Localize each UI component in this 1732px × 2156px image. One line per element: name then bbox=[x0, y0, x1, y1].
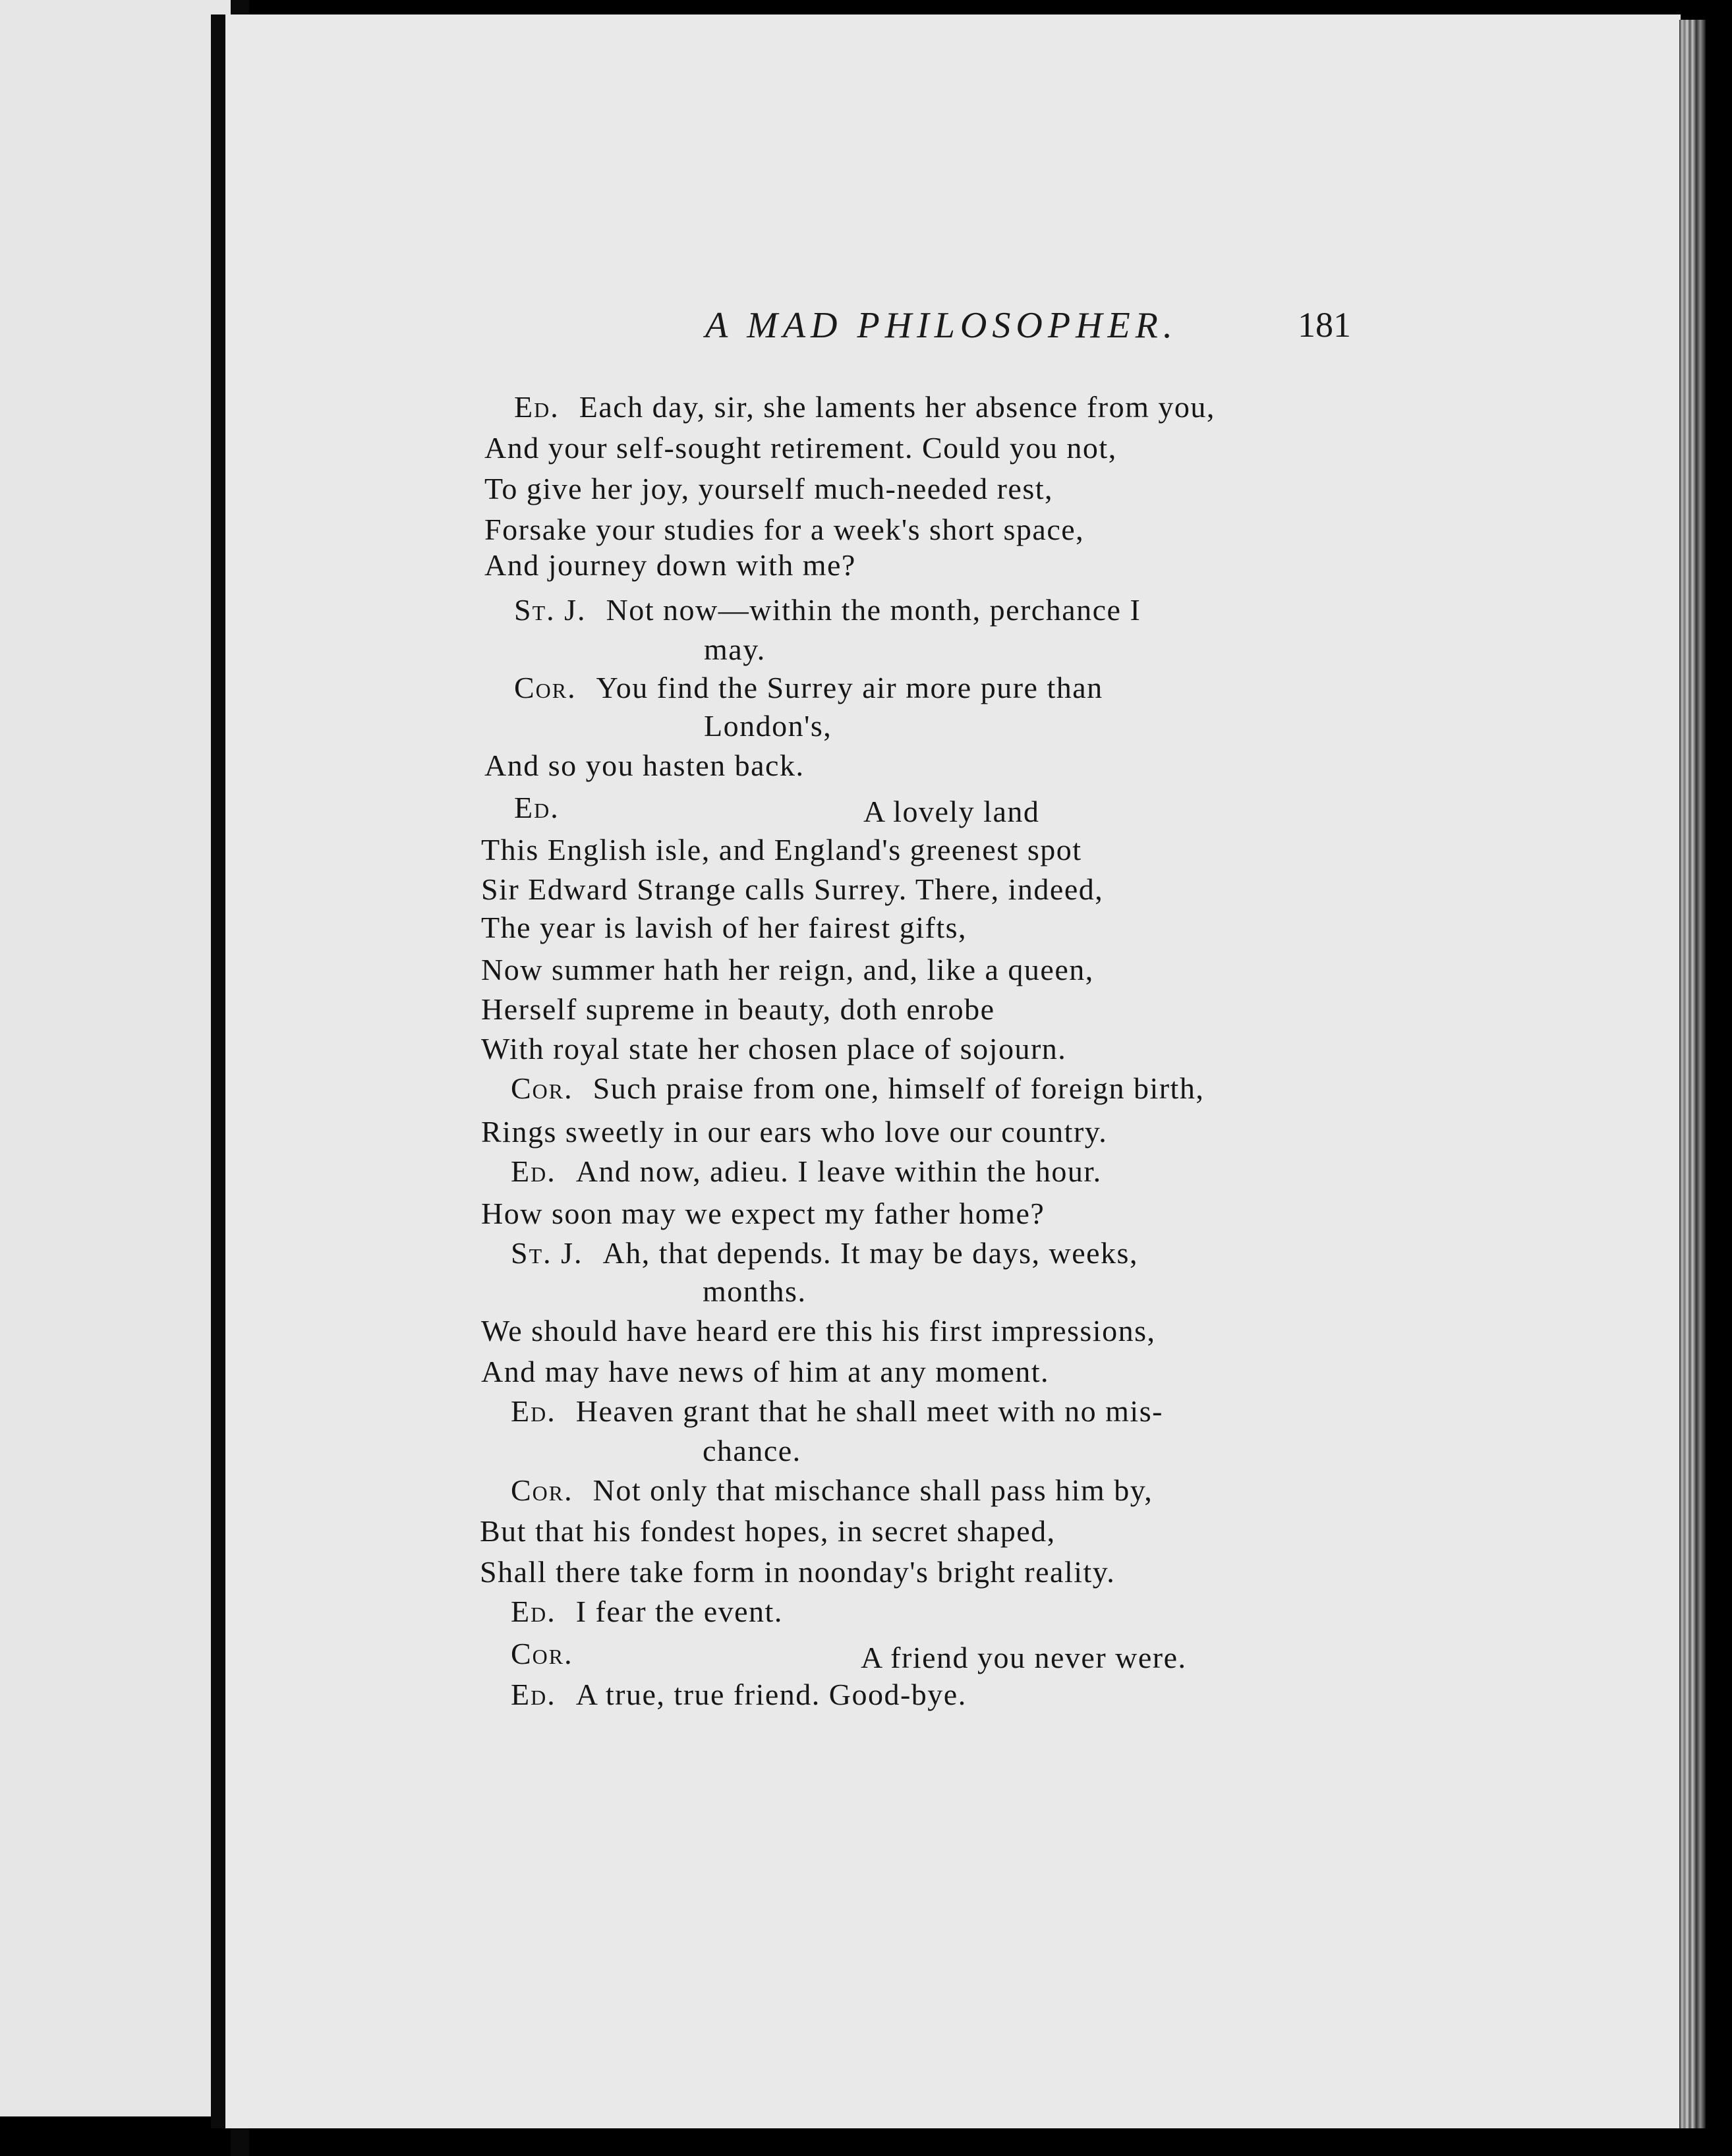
verse-text: And so you hasten back. bbox=[484, 749, 805, 782]
speaker-label: St. J. bbox=[511, 1236, 583, 1270]
verse-text: To give her joy, yourself much-needed rest, bbox=[484, 472, 1054, 505]
verse-text: A lovely land bbox=[863, 795, 1040, 828]
verse-line bbox=[481, 832, 1082, 868]
verse-text: Heaven grant that he shall meet with no mis- bbox=[575, 1394, 1163, 1428]
verse-text: Each day, sir, she laments her absence from you, bbox=[579, 390, 1215, 424]
verse-text: And your self-sought retirement. Could you not, bbox=[484, 431, 1117, 465]
verse-text: I fear the event. bbox=[575, 1595, 783, 1628]
verse-text: months. bbox=[703, 1274, 807, 1308]
verse-line bbox=[481, 1031, 1066, 1067]
verse-line bbox=[481, 951, 1094, 988]
verse-line bbox=[514, 592, 1141, 629]
verse-line bbox=[704, 708, 832, 745]
verse-line bbox=[484, 547, 856, 584]
speaker-label: Ed. bbox=[511, 1678, 556, 1711]
verse-text: And journey down with me? bbox=[484, 548, 856, 582]
verse-line bbox=[863, 793, 1039, 830]
speaker-label: Ed. bbox=[514, 390, 560, 424]
verse-line bbox=[481, 1313, 1156, 1349]
verse-line bbox=[511, 1676, 967, 1713]
verse-line bbox=[703, 1433, 801, 1469]
verse-line bbox=[511, 1472, 1153, 1509]
verse-text: Such praise from one, himself of foreign birth, bbox=[592, 1071, 1205, 1105]
running-header bbox=[705, 304, 1351, 357]
page-number: 181 bbox=[1298, 305, 1351, 345]
verse-text: Rings sweetly in our ears who love our country. bbox=[481, 1115, 1108, 1149]
verse-text: Shall there take form in noonday's bright reality. bbox=[480, 1555, 1116, 1589]
verse-line bbox=[511, 1393, 1163, 1430]
speaker-label: St. J. bbox=[514, 593, 587, 627]
verse-line bbox=[514, 669, 1103, 706]
verse-line bbox=[481, 1353, 1049, 1390]
facing-page bbox=[0, 0, 231, 2116]
speaker-label: Ed. bbox=[514, 791, 560, 824]
verse-line bbox=[511, 1635, 593, 1672]
verse-text: The year is lavish of her fairest gifts, bbox=[481, 911, 967, 944]
verse-text: Now summer hath her reign, and, like a queen, bbox=[481, 953, 1094, 986]
verse-line bbox=[481, 871, 1103, 908]
verse-line bbox=[481, 991, 995, 1028]
verse-line bbox=[480, 1554, 1115, 1591]
speaker-label: Cor. bbox=[511, 1637, 573, 1670]
verse-line bbox=[481, 909, 967, 946]
page-edges bbox=[1679, 20, 1706, 2128]
verse-line bbox=[511, 1235, 1138, 1272]
verse-text: Not now—within the month, perchance I bbox=[606, 593, 1141, 627]
verse-line bbox=[484, 430, 1117, 467]
verse-line bbox=[511, 1153, 1102, 1190]
verse-text: Not only that mischance shall pass him by, bbox=[592, 1473, 1153, 1507]
verse-line bbox=[484, 511, 1084, 548]
verse-text: You find the Surrey air more pure than bbox=[596, 671, 1103, 704]
verse-text: We should have heard ere this his first impressions, bbox=[481, 1314, 1156, 1348]
speaker-label: Cor. bbox=[511, 1071, 573, 1105]
verse-line bbox=[511, 1070, 1204, 1107]
verse-line bbox=[861, 1639, 1187, 1676]
speaker-label: Cor. bbox=[514, 671, 577, 704]
verse-text: How soon may we expect my father home? bbox=[481, 1197, 1045, 1230]
verse-text: Sir Edward Strange calls Surrey. There, indeed, bbox=[481, 872, 1104, 906]
verse-line bbox=[480, 1513, 1056, 1550]
speaker-label: Ed. bbox=[511, 1154, 556, 1188]
running-title: A MAD PHILOSOPHER. bbox=[705, 305, 1178, 346]
verse-text: A true, true friend. Good-bye. bbox=[575, 1678, 967, 1711]
verse-text: But that his fondest hopes, in secret shaped, bbox=[480, 1514, 1056, 1548]
verse-line bbox=[704, 631, 766, 668]
verse-line bbox=[514, 389, 1215, 426]
verse-text: may. bbox=[704, 633, 766, 666]
verse-text: With royal state her chosen place of sojourn. bbox=[481, 1032, 1067, 1065]
speaker-label: Ed. bbox=[511, 1394, 556, 1428]
verse-text: Herself supreme in beauty, doth enrobe bbox=[481, 992, 995, 1026]
verse-line bbox=[511, 1593, 783, 1630]
verse-text: This English isle, and England's greenest spot bbox=[481, 833, 1082, 866]
verse-text: Ah, that depends. It may be days, weeks, bbox=[602, 1236, 1138, 1270]
speaker-label: Cor. bbox=[511, 1473, 573, 1507]
verse-line bbox=[514, 789, 579, 826]
verse-text: A friend you never were. bbox=[861, 1641, 1187, 1674]
verse-line bbox=[703, 1273, 806, 1310]
speaker-label: Ed. bbox=[511, 1595, 556, 1628]
verse-text: London's, bbox=[704, 709, 832, 743]
verse-line bbox=[484, 470, 1053, 507]
verse-text: And may have news of him at any moment. bbox=[481, 1355, 1050, 1388]
verse-line bbox=[481, 1114, 1107, 1150]
verse-line bbox=[484, 747, 804, 784]
verse-text: Forsake your studies for a week's short space, bbox=[484, 513, 1085, 546]
verse-text: And now, adieu. I leave within the hour. bbox=[575, 1154, 1102, 1188]
verse-text: chance. bbox=[703, 1434, 801, 1467]
verse-line bbox=[481, 1195, 1045, 1232]
